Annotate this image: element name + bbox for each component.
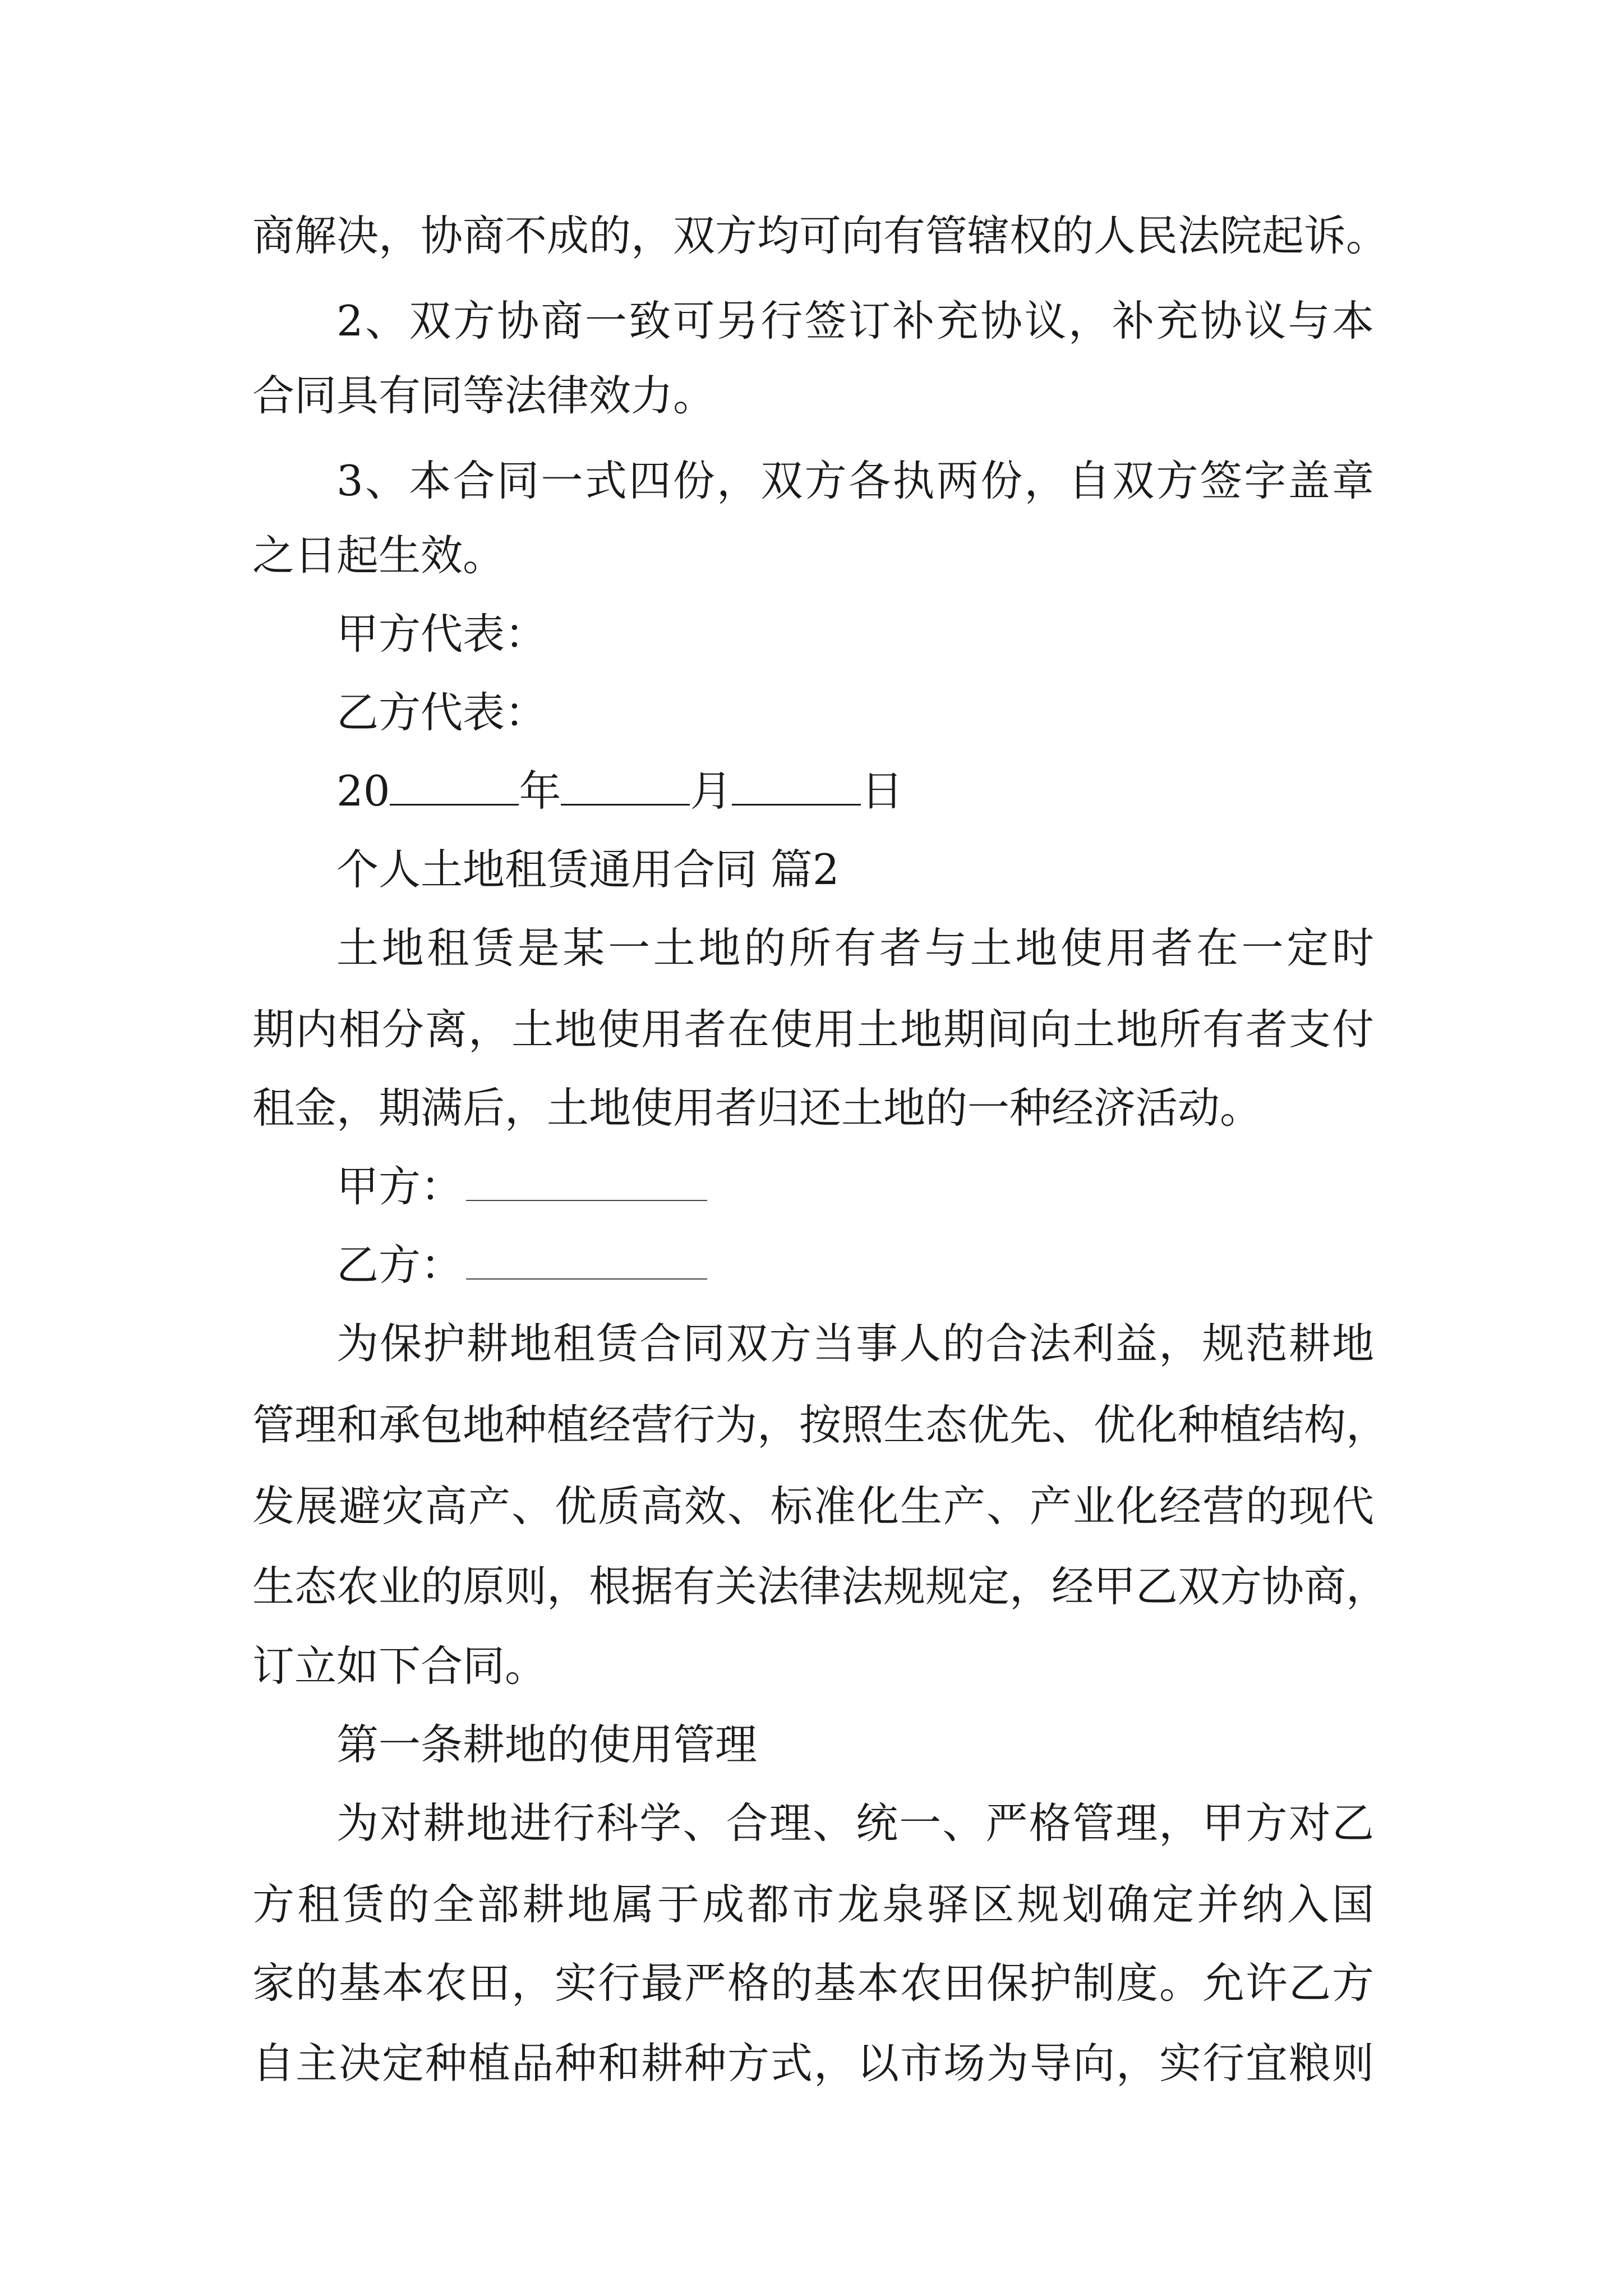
year-blank [390, 769, 519, 806]
party-b-label: 乙方： [336, 1240, 463, 1290]
text-line: 土地租赁是某一土地的所有者与土地使用者在一定时 [336, 923, 1374, 973]
day-blank [732, 769, 861, 806]
text-line: 自主决定种植品种和耕种方式，以市场为导向，实行宜粮则 [252, 2039, 1374, 2088]
month-label: 月 [690, 766, 732, 816]
text-line: 3、本合同一式四份，双方各执两份，自双方签字盖章 [336, 456, 1374, 505]
article-heading: 第一条耕地的使用管理 [336, 1720, 758, 1769]
text-line: 管理和承包地种植经营行为，按照生态优先、优化种植结构， [252, 1400, 1389, 1450]
text-line: 商解决，协商不成的，双方均可向有管辖权的人民法院起诉。 [252, 211, 1389, 260]
party-b-line [336, 1228, 1374, 1301]
date-line [336, 754, 1374, 827]
text-line: 租金，期满后，土地使用者归还土地的一种经济活动。 [252, 1083, 1262, 1133]
party-b-blank [466, 1244, 707, 1280]
party-a-line [336, 1150, 1374, 1223]
text-line: 之日起生效。 [252, 531, 505, 580]
year-label: 年 [519, 766, 561, 816]
text-line: 发展避灾高产、优质高效、标准化生产、产业化经营的现代 [252, 1481, 1374, 1531]
text-line: 生态农业的原则，根据有关法律法规规定，经甲乙双方协商， [252, 1562, 1389, 1611]
text-line: 为对耕地进行科学、合理、统一、严格管理，甲方对乙 [336, 1798, 1374, 1848]
section-heading: 个人土地租赁通用合同 篇2 [336, 845, 840, 894]
party-a-label: 甲方： [336, 1162, 463, 1211]
party-a-representative-label: 甲方代表： [336, 609, 547, 659]
text-line: 家的基本农田，实行最严格的基本农田保护制度。允许乙方 [252, 1958, 1374, 2008]
date-year-prefix: 20 [336, 766, 390, 816]
text-line: 为保护耕地租赁合同双方当事人的合法利益，规范耕地 [336, 1319, 1374, 1368]
text-line: 订立如下合同。 [252, 1641, 547, 1691]
text-line: 2、双方协商一致可另行签订补充协议，补充协议与本 [336, 296, 1374, 346]
party-a-blank [466, 1165, 707, 1201]
text-line: 合同具有同等法律效力。 [252, 371, 716, 420]
text-line: 期内相分离，土地使用者在使用土地期间向土地所有者支付 [252, 1005, 1374, 1054]
month-blank [561, 769, 690, 806]
text-line: 方租赁的全部耕地属于成都市龙泉驿区规划确定并纳入国 [252, 1880, 1374, 1929]
party-b-representative-label: 乙方代表： [336, 688, 547, 737]
day-label: 日 [861, 766, 903, 816]
